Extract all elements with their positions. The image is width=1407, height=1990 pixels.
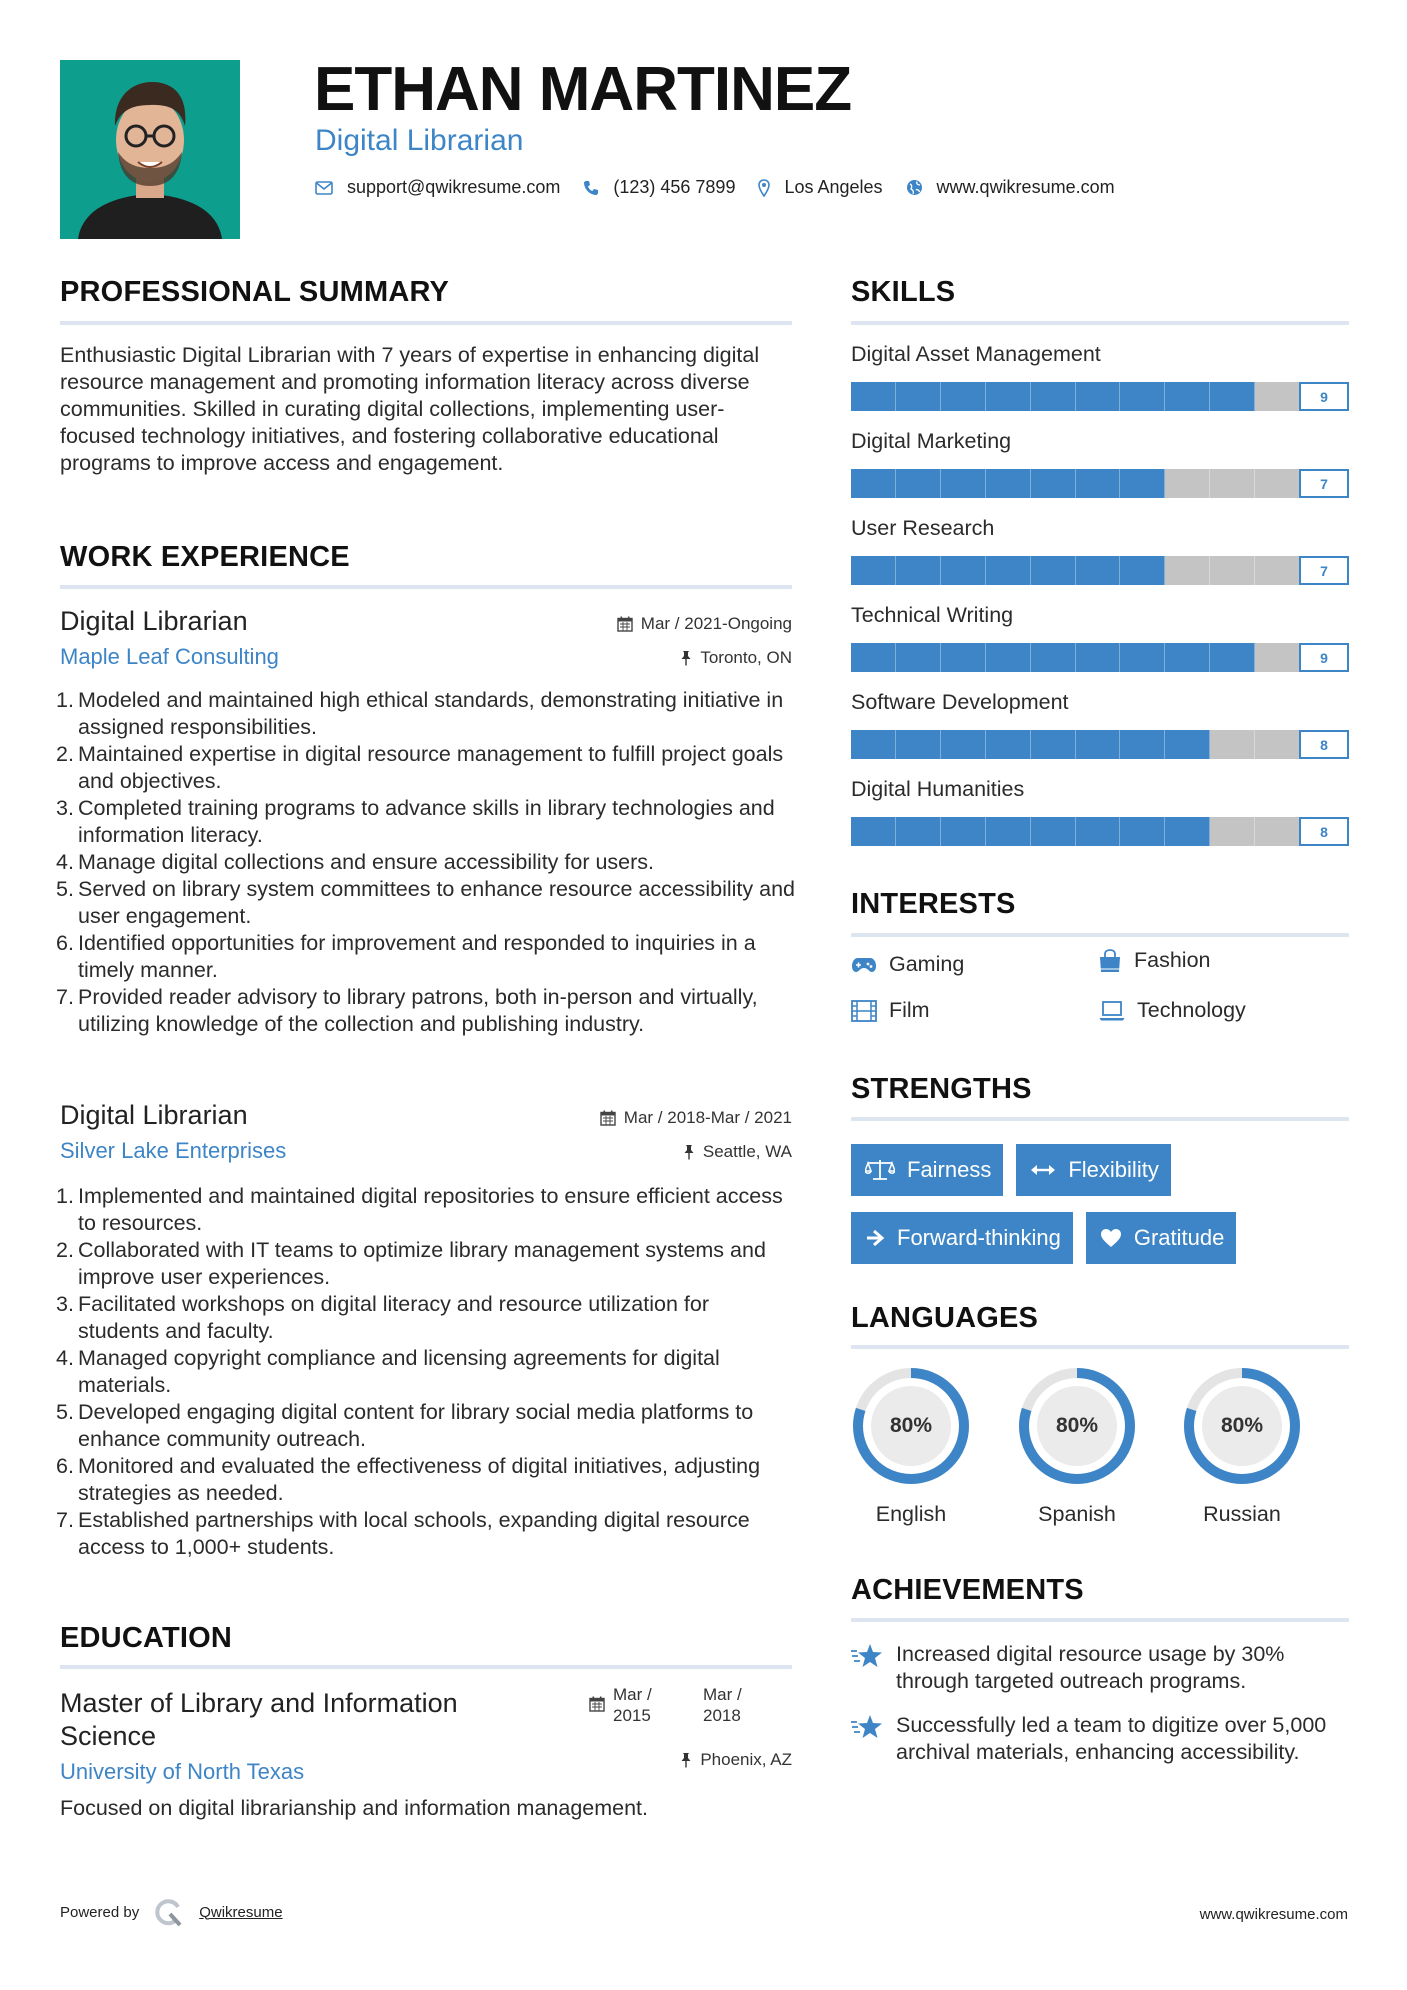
job-bullets	[56, 1183, 795, 1561]
contact-bar	[315, 177, 1138, 198]
skill-bar-segment	[941, 556, 986, 585]
job-title: Digital Librarian	[60, 606, 248, 636]
job-date-text: Mar / 2021-Ongoing	[640, 614, 792, 633]
skill-bar-segment	[1120, 643, 1165, 672]
list-item: 2. Collaborated with IT teams to optimize library management systems and improve user experiences.	[56, 1238, 766, 1289]
list-item: 7. Provided reader advisory to library patrons, both in-person and virtually, utilizing knowledge of the collection and publishing industry.	[56, 985, 758, 1036]
skill-bar	[851, 556, 1299, 585]
skill-bar-segment	[986, 817, 1031, 846]
phone-icon	[583, 180, 599, 196]
job-title: Digital Librarian	[60, 1100, 248, 1130]
job-company: Silver Lake Enterprises	[60, 1138, 287, 1163]
candidate-title: Digital Librarian	[315, 124, 524, 157]
list-item: 4. Manage digital collections and ensure accessibility for users.	[56, 850, 655, 874]
list-item: 6. Identified opportunities for improvement and responded to inquiries in a timely manner.	[56, 931, 756, 982]
language-name: English	[875, 1502, 947, 1526]
skill-bar-segment	[851, 556, 896, 585]
achievements-divider	[851, 1618, 1349, 1622]
skill-item	[851, 777, 1349, 864]
calendar-icon	[600, 1110, 616, 1126]
film-icon	[851, 1000, 877, 1022]
thumbtack-icon	[680, 650, 692, 666]
contact-email-text: support@qwikresume.com	[347, 177, 561, 197]
skill-bar-segment	[1031, 817, 1076, 846]
achievements-heading: ACHIEVEMENTS	[851, 1574, 1084, 1606]
interest-item	[1098, 948, 1211, 973]
envelope-icon	[315, 181, 333, 195]
skill-name: Digital Marketing	[851, 429, 1012, 453]
laptop-icon	[1099, 1001, 1125, 1021]
skill-bar-segment	[1076, 382, 1121, 411]
skill-score: 8	[1299, 730, 1349, 759]
skill-bar	[851, 817, 1299, 846]
languages-list	[851, 1366, 1349, 1536]
list-item: 1. Modeled and maintained high ethical standards, demonstrating initiative in assigned responsibilities.	[56, 688, 784, 739]
interest-item	[851, 952, 964, 977]
job-location	[683, 1142, 792, 1162]
contact-phone-text: (123) 456 7899	[613, 177, 736, 197]
skill-item	[851, 429, 1349, 516]
language-item	[1182, 1366, 1302, 1526]
skills-heading: SKILLS	[851, 276, 956, 308]
job-location-text: Toronto, ON	[700, 648, 792, 667]
education-school: University of North Texas	[60, 1759, 305, 1784]
skill-bar-segment	[1255, 469, 1299, 498]
qwikresume-logo-icon	[153, 1897, 183, 1927]
interest-label: Gaming	[889, 952, 965, 976]
skill-bar-segment	[1031, 643, 1076, 672]
person-portrait-icon	[60, 60, 240, 239]
skill-name: Digital Humanities	[851, 777, 1025, 801]
map-marker-icon	[758, 179, 770, 197]
skill-bar	[851, 643, 1299, 672]
job-entry	[56, 606, 795, 1066]
list-item: 1. Implemented and maintained digital repositories to ensure efficient access to resources.	[56, 1184, 783, 1235]
list-item: 7. Established partnerships with local schools, expanding digital resource access to 1,000+ students.	[56, 1508, 750, 1559]
education-end-date: Mar / 2018	[703, 1685, 742, 1725]
skill-bar-segment	[1210, 556, 1255, 585]
job-date	[600, 1108, 792, 1128]
language-percent: 80%	[1220, 1414, 1264, 1437]
skill-bar-segment	[1165, 643, 1210, 672]
star-icon	[851, 1714, 883, 1740]
education-entry	[60, 1687, 792, 1847]
education-location	[680, 1750, 792, 1770]
skill-bar-segment	[1076, 469, 1121, 498]
skill-bar-segment	[941, 469, 986, 498]
skill-bar-segment	[1210, 469, 1255, 498]
skill-item	[851, 342, 1349, 429]
skill-item	[851, 690, 1349, 777]
skill-bar-segment	[1255, 730, 1299, 759]
skill-item	[851, 516, 1349, 603]
skill-bar-segment	[851, 469, 896, 498]
job-location	[680, 648, 792, 668]
language-name: Spanish	[1038, 1502, 1116, 1526]
strength-chip	[1086, 1212, 1237, 1264]
achievement-text: Successfully led a team to digitize over 5,000 archival materials, enhancing accessibility.	[896, 1713, 1327, 1764]
contact-location	[758, 177, 882, 198]
strengths-list	[851, 1144, 1349, 1280]
list-item: 5. Served on library system committees to enhance resource accessibility and user engagement.	[56, 877, 795, 928]
skill-bar-segment	[1165, 469, 1210, 498]
skill-bar-segment	[1255, 382, 1299, 411]
skill-bar-segment	[851, 817, 896, 846]
skill-bar-segment	[1210, 817, 1255, 846]
skill-bar-segment	[896, 643, 941, 672]
skill-score: 7	[1299, 556, 1349, 585]
skill-bar-segment	[1120, 382, 1165, 411]
language-name: Russian	[1203, 1502, 1281, 1526]
education-location-text: Phoenix, AZ	[700, 1750, 792, 1769]
interest-item	[1099, 998, 1246, 1023]
skill-bar-segment	[941, 730, 986, 759]
candidate-name: ETHAN MARTINEZ	[314, 55, 852, 124]
interest-label: Fashion	[1134, 948, 1211, 972]
skill-name: Technical Writing	[851, 603, 1014, 627]
skill-bar-segment	[986, 730, 1031, 759]
calendar-icon	[617, 616, 633, 632]
balance-scale-icon	[865, 1159, 895, 1181]
skill-bar-segment	[1076, 730, 1121, 759]
interests-divider	[851, 933, 1349, 937]
summary-divider	[60, 321, 792, 325]
contact-website[interactable]	[906, 177, 1115, 198]
thumbtack-icon	[683, 1144, 695, 1160]
language-percent: 80%	[889, 1414, 933, 1437]
job-date	[617, 614, 792, 634]
job-date-text: Mar / 2018-Mar / 2021	[623, 1108, 792, 1127]
strength-label: Flexibility	[1068, 1157, 1159, 1182]
job-company: Maple Leaf Consulting	[60, 644, 279, 669]
languages-heading: LANGUAGES	[851, 1302, 1039, 1334]
strength-chip	[851, 1212, 1073, 1264]
languages-divider	[851, 1345, 1349, 1349]
skill-bar-segment	[1076, 817, 1121, 846]
education-divider	[60, 1665, 792, 1669]
interest-item	[851, 998, 930, 1023]
contact-email[interactable]	[315, 177, 560, 198]
skill-bar-segment	[1120, 730, 1165, 759]
strength-label: Gratitude	[1133, 1225, 1225, 1250]
skill-bar-segment	[1031, 469, 1076, 498]
skill-bar-segment	[1076, 556, 1121, 585]
skill-bar-segment	[1210, 382, 1255, 411]
strength-chip	[851, 1144, 1003, 1196]
skill-bar-segment	[896, 556, 941, 585]
skill-bar-segment	[941, 382, 986, 411]
skill-bar-segment	[1076, 643, 1121, 672]
skill-bar-segment	[1255, 817, 1299, 846]
language-percent: 80%	[1055, 1414, 1099, 1437]
footer-powered-by	[60, 1897, 283, 1927]
list-item: 2. Maintained expertise in digital resource management to fulfill project goals and objectives.	[56, 742, 784, 793]
skill-bar-segment	[986, 469, 1031, 498]
skill-bar	[851, 382, 1299, 411]
contact-location-text: Los Angeles	[784, 177, 883, 197]
profile-photo	[60, 60, 240, 239]
list-item: 6. Monitored and evaluated the effectiveness of digital initiatives, adjusting strategies as needed.	[56, 1454, 761, 1505]
skill-bar-segment	[1210, 730, 1255, 759]
shopping-bag-icon	[1098, 949, 1122, 973]
skill-bar-segment	[986, 556, 1031, 585]
skill-bar-segment	[1165, 382, 1210, 411]
skill-bar-segment	[896, 730, 941, 759]
skill-score: 7	[1299, 469, 1349, 498]
skill-bar-segment	[851, 730, 896, 759]
job-entry	[56, 1100, 792, 1560]
interests-heading: INTERESTS	[851, 888, 1016, 920]
language-item	[851, 1366, 971, 1526]
skill-bar-segment	[1031, 730, 1076, 759]
globe-icon	[906, 179, 923, 196]
skill-bar	[851, 730, 1299, 759]
skill-bar-segment	[941, 643, 986, 672]
skill-bar-segment	[941, 817, 986, 846]
strength-chip	[1016, 1144, 1170, 1196]
calendar-icon	[589, 1696, 605, 1712]
skill-score: 9	[1299, 382, 1349, 411]
skill-name: User Research	[851, 516, 995, 540]
skill-bar-segment	[896, 382, 941, 411]
skill-bar-segment	[986, 643, 1031, 672]
job-location-text: Seattle, WA	[702, 1142, 792, 1161]
strengths-heading: STRENGTHS	[851, 1073, 1032, 1105]
summary-heading: PROFESSIONAL SUMMARY	[60, 276, 450, 308]
skill-bar-segment	[1210, 643, 1255, 672]
skill-bar-segment	[1255, 643, 1299, 672]
list-item: 5. Developed engaging digital content for library social media platforms to enhance community outreach.	[56, 1400, 754, 1451]
skill-bar-segment	[1165, 556, 1210, 585]
skill-bar-segment	[1031, 382, 1076, 411]
skills-divider	[851, 321, 1349, 325]
list-item: 4. Managed copyright compliance and licensing agreements for digital materials.	[56, 1346, 720, 1397]
skill-score: 9	[1299, 643, 1349, 672]
thumbtack-icon	[680, 1752, 692, 1768]
skill-bar-segment	[896, 817, 941, 846]
education-dates	[589, 1684, 793, 1726]
experience-divider	[60, 585, 792, 589]
skill-bar-segment	[851, 643, 896, 672]
summary-text: Enthusiastic Digital Librarian with 7 years of expertise in enhancing digital resource management and promoting information literacy across diverse communities. Skilled in curating digital collections, implementing user-focused technology initiatives, and fostering collaborative educational programs to improve access and engagement.	[60, 343, 760, 475]
skill-bar-segment	[1120, 469, 1165, 498]
star-icon	[851, 1643, 883, 1669]
strength-label: Fairness	[907, 1157, 992, 1182]
gamepad-icon	[851, 956, 877, 974]
footer-website[interactable]: www.qwikresume.com	[1199, 1906, 1348, 1923]
skill-item	[851, 603, 1349, 690]
language-item	[1017, 1366, 1137, 1526]
experience-heading: WORK EXPERIENCE	[60, 541, 350, 573]
skill-score: 8	[1299, 817, 1349, 846]
education-heading: EDUCATION	[60, 1622, 233, 1654]
education-description: Focused on digital librarianship and information management.	[60, 1796, 649, 1820]
arrow-right-icon	[865, 1228, 885, 1248]
skill-bar-segment	[1120, 556, 1165, 585]
skills-list	[851, 342, 1349, 864]
skill-bar	[851, 469, 1299, 498]
education-degree: Master of Library and Information Science	[60, 1688, 458, 1751]
list-item: 3. Completed training programs to advance skills in library technologies and information literacy.	[56, 796, 775, 847]
skill-bar-segment	[1255, 556, 1299, 585]
contact-website-text: www.qwikresume.com	[936, 177, 1115, 197]
skill-bar-segment	[1165, 730, 1210, 759]
strengths-divider	[851, 1117, 1349, 1121]
skill-bar-segment	[1031, 556, 1076, 585]
education-start-date: Mar / 2015	[613, 1685, 652, 1725]
heart-icon	[1100, 1228, 1122, 1248]
list-item: 3. Facilitated workshops on digital literacy and resource utilization for students and faculty.	[56, 1292, 709, 1343]
skill-bar-segment	[896, 469, 941, 498]
qwikresume-link[interactable]: Qwikresume	[199, 1903, 283, 1921]
job-bullets	[56, 687, 795, 1038]
skill-bar-segment	[1165, 817, 1210, 846]
interest-label: Film	[889, 998, 930, 1022]
arrows-horizontal-icon	[1030, 1163, 1056, 1177]
skill-bar-segment	[851, 382, 896, 411]
achievement-text: Increased digital resource usage by 30% through targeted outreach programs.	[896, 1642, 1285, 1693]
interests-list	[851, 948, 1349, 1052]
powered-by-text: Powered by	[60, 1903, 140, 1921]
strength-label: Forward-thinking	[897, 1225, 1061, 1250]
interest-label: Technology	[1137, 998, 1246, 1022]
contact-phone[interactable]	[583, 177, 735, 198]
skill-bar-segment	[1120, 817, 1165, 846]
skill-name: Digital Asset Management	[851, 342, 1101, 366]
skill-bar-segment	[986, 382, 1031, 411]
skill-name: Software Development	[851, 690, 1069, 714]
